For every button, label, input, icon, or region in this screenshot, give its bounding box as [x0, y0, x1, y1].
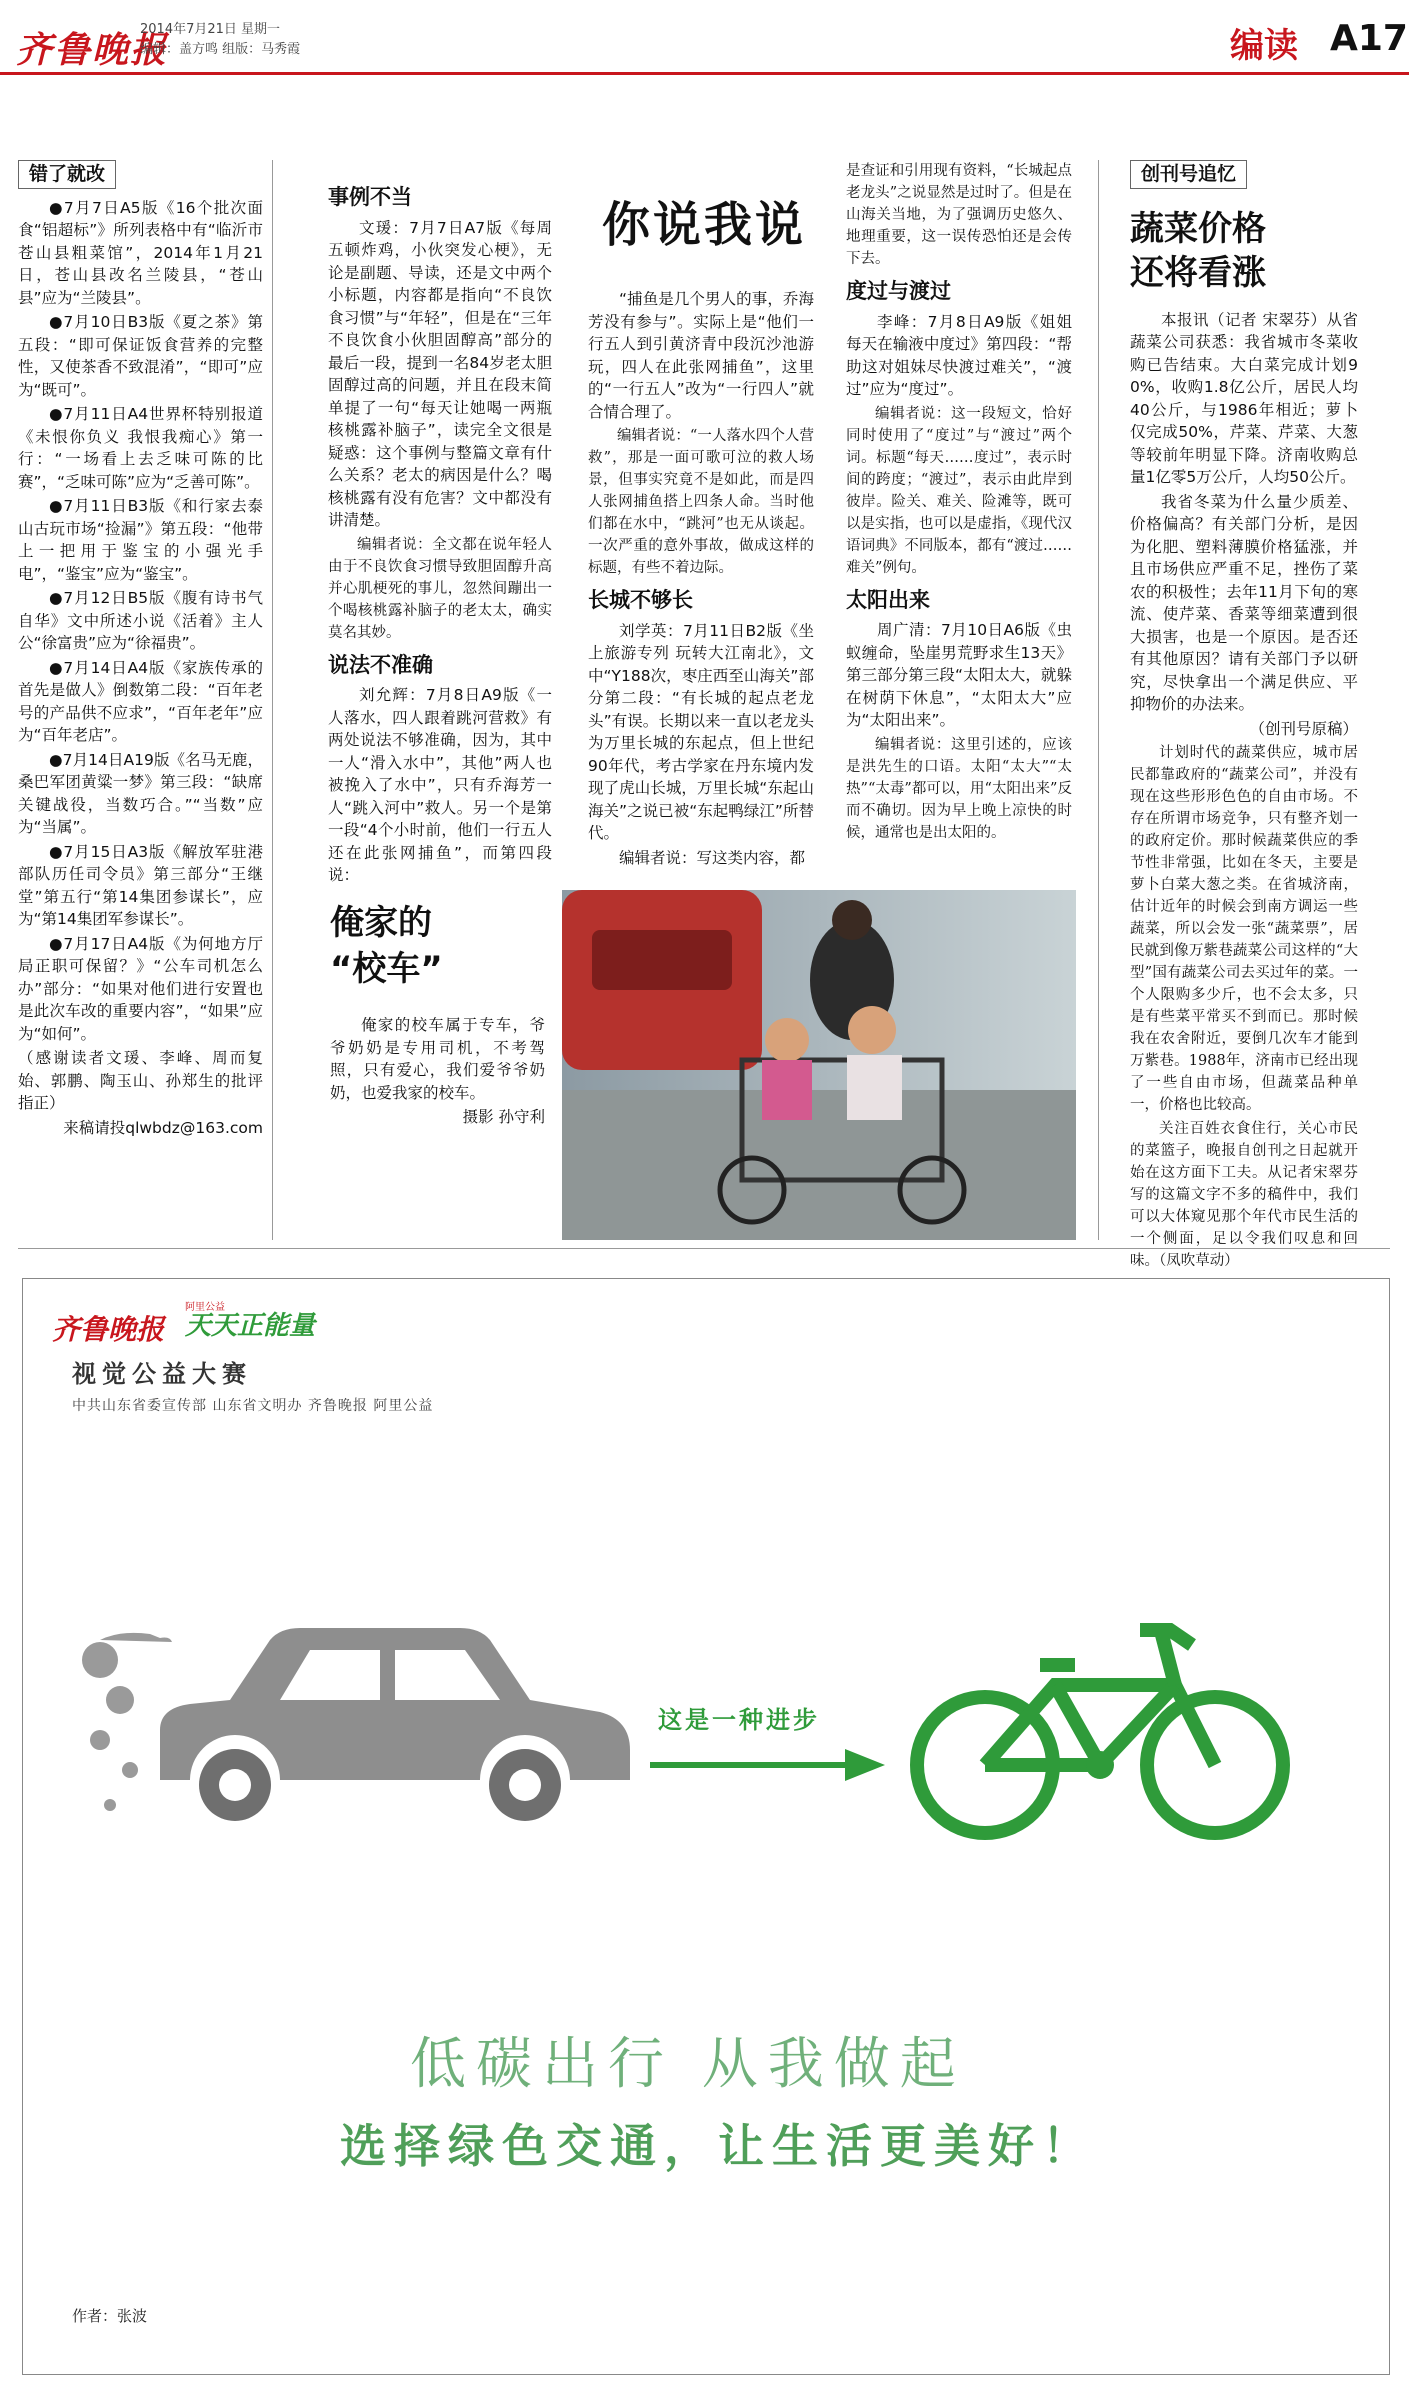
errata-item: ●7月11日A4世界杯特别报道《未恨你负义 我恨我痴心》第一行：“一场看上去乏味可陈的比赛”，“乏味可陈”应为“乏善可陈”。 — [18, 405, 263, 491]
date-line: 2014年7月21日 星期一 — [140, 22, 281, 37]
errata-column — [18, 160, 263, 1141]
errata-item: ●7月12日B5版《腹有诗书气自华》文中所述小说《活着》主人公“徐富贵”应为“徐福贵”。 — [18, 589, 263, 652]
ad-slogan-main: 低碳出行 从我做起 — [410, 2032, 966, 2097]
ad-arrow-text: 这是一种进步 — [658, 1706, 820, 1734]
section-divider — [18, 1248, 1390, 1249]
column-four — [846, 160, 1072, 846]
vegetable-title-line2: 还将看涨 — [1130, 252, 1266, 293]
vegetable-body1: 本报讯（记者 宋翠芬）从省蔬菜公司获悉：我省城市冬菜收购已告结束。大白菜完成计划90%，收购1.8亿公斤，居民人均40公斤，与1986年相近；萝卜仅完成50%，芹菜、芹菜、大葱等较前年明显下降。济南收购总量1亿零5万公斤，人均50公斤。 — [1130, 310, 1358, 486]
errata-heading: 错了就改 — [18, 160, 116, 189]
errata-thanks: （感谢读者文瑗、李峰、周而复始、郭鹏、陶玉山、孙郑生的批评指正） — [18, 1049, 263, 1112]
case3-note-cont: 是查证和引用现有资料，“长城起点老龙头”之说显然是过时了。但是在山海关当地，为了强调历史悠久、地理重要，这一误传恐怕还是会传下去。 — [846, 163, 1072, 267]
ad-author: 作者：张波 — [72, 2307, 148, 2325]
errata-list — [18, 197, 263, 1046]
ad-campaign-small: 阿里公益 — [185, 1302, 225, 1313]
case4-body: 李峰：7月8日A9版《姐姐每天在输液中度过》第四段：“帮助这对姐妹尽快渡过难关”，“渡过”应为“度过”。 — [846, 312, 1072, 398]
case5-body: 周广清：7月10日A6版《虫蚁缠命，坠崖男荒野求生13天》第三部分第三段“太阳太大，就躲在树荫下休息”，“太阳太大”应为“太阳出来”。 — [846, 621, 1072, 729]
case2-heading: 说法不准确 — [328, 652, 433, 677]
photo-title-line1: 俺家的 — [330, 903, 432, 943]
case3-note-start: 编辑者说：写这类内容，都 — [619, 848, 806, 867]
photo-title-line2: “校车” — [330, 949, 443, 989]
errata-contact: 来稿请投qlwbdz@163.com — [63, 1118, 263, 1137]
ad-subtitle: 视觉公益大赛 — [72, 1360, 252, 1388]
school-bus-photo — [562, 890, 1076, 1240]
case4-note: 编辑者说：这一段短文，恰好同时使用了“度过”与“渡过”两个词。标题“每天……度过”，表示时间的跨度；“渡过”，表示由此岸到彼岸。险关、难关、险滩等，既可以是实指，也可以是虚指，《现代汉语词典》不同版本，都有“渡过……难关”例句。 — [846, 405, 1072, 576]
vegetable-title — [1130, 207, 1358, 295]
photo-title — [330, 900, 545, 992]
photo-caption: 俺家的校车属于专车，爷爷奶奶是专用司机，不考驾照，只有爱心，我们爱爷爷奶奶，也爱我家的校车。 — [330, 1016, 545, 1102]
errata-item: ●7月10日B3版《夏之茶》第五段：“即可保证饭食营养的完整性，又使茶香不致混淆”，“即可”应为“既可”。 — [18, 313, 263, 399]
photo-credit: 摄影 孙守利 — [462, 1108, 545, 1126]
vegetable-body2: 我省冬菜为什么量少质差、价格偏高？有关部门分析，是因为化肥、塑料薄膜价格猛涨，并且市场供应严重不足，挫伤了菜农的积极性；去年11月下旬的寒流、使芹菜、香菜等细菜遭到很大损害，也是一个原因。是否还有其他原因？请有关部门予以研究，尽快拿出一个满足供应、平抑物价的办法来。 — [1130, 492, 1358, 713]
errata-item: ●7月14日A4版《家族传承的首先是做人》倒数第二段：“百年老号的产品供不应求”，“百年老年”应为“百年老店”。 — [18, 658, 263, 744]
car-icon — [60, 1620, 640, 1830]
errata-item: ●7月14日A19版《名马无鹿，桑巴军团黄粱一梦》第三段：“缺席关键战役，当数巧合。”“当数”应为“当属”。 — [18, 750, 263, 836]
errata-item: ●7月7日A5版《16个批次面食“铝超标”》所列表格中有“临沂市苍山县粗菜馆”，2014年1月21日，苍山县改名兰陵县，“苍山县”应为“兰陵县”。 — [18, 198, 263, 307]
bicycle-icon — [900, 1590, 1300, 1850]
center-note: 编辑者说：“一人落水四个人营救”，那是一面可歌可泣的救人场景，但事实究竟不是如此，而是四人张网捕鱼搭上四条人命。当时他们都在水中，“跳河”也无从谈起。一次严重的意外事故，做成这样的标题，有些不着边际。 — [588, 428, 814, 576]
case5-note: 编辑者说：这里引述的，应该是洪先生的口语。太阳“太大”“太热”“太毒”都可以，用“太阳出来”反而不确切。因为早上晚上凉快的时候，通常也是出太阳的。 — [846, 736, 1072, 841]
case3-body: 刘学英：7月11日B2版《坐上旅游专列 玩转大江南北》，文中“Y188次，枣庄西至山海关”部分第二段：“有长城的起点老龙头”有误。长期以来一直以老龙头为万里长城的东起点，但上世纪90年代，考古学家在丹东境内发现了虎山长城，万里长城“东起山海关”之说已被“东起鸭绿江”所替代。 — [588, 621, 814, 842]
case2-body: 刘允辉：7月8日A9版《一人落水，四人跟着跳河营救》有两处说法不够准确，因为，其中一人“滑入水中”，其他”两人也被挽入了水中”，只有乔海芳一人“跳入河中”救人。另一个是第一段“4个小时前，他们一行五人还在此张网捕鱼”，而第四段说： — [328, 686, 552, 884]
center-title: 你说我说 — [602, 197, 807, 253]
case1-heading: 事例不当 — [328, 185, 412, 209]
vegetable-title-line1: 蔬菜价格 — [1130, 208, 1266, 249]
divider — [272, 160, 273, 1240]
section-name: 编读 — [1230, 26, 1298, 66]
case4-heading: 度过与渡过 — [846, 279, 951, 303]
column-two — [328, 176, 552, 889]
masthead-rule — [0, 72, 1409, 75]
arrow-right-icon — [650, 1745, 890, 1785]
masthead-meta — [140, 20, 300, 60]
ad-organizers: 中共山东省委宣传部 山东省文明办 齐鲁晚报 阿里公益 — [72, 1398, 434, 1414]
column-three — [588, 288, 814, 871]
vegetable-comment2: 关注百姓衣食住行，关心市民的菜篮子，晚报自创刊之日起就开始在这方面下工夫。从记者宋翠芬写的这篇文字不多的稿件中，我们可以大体窥见那个年代市民生活的一个侧面，足以令我们叹息和回味。（凤吹草动） — [1130, 1121, 1358, 1269]
case1-note: 编辑者说：全文都在说年轻人由于不良饮食习惯导致胆固醇升高并心肌梗死的事儿，忽然间蹦出一个喝核桃露补脑子的老太太，确实莫名其妙。 — [328, 536, 552, 641]
case5-heading: 太阳出来 — [846, 587, 930, 612]
case1-body: 文瑗：7月7日A7版《每周五顿炸鸡，小伙突发心梗》，无论是副题、导读，还是文中两个小标题，内容都是指向“不良饮食习惯”与“年轻”，但是在“三年不良饮食小伙胆固醇高”部分的最后一段，提到一名84岁老太胆固醇过高的问题，并且在段末简单提了一句“每天让她喝一两瓶核桃露补脑子”，读完全文很是疑惑：这个事例与整篇文章有什么关系？老太的病因是什么？喝核桃露有没有危害？文中都没有讲清楚。 — [328, 218, 552, 529]
errata-item: ●7月15日A3版《解放军驻港部队历任司令员》第三部分“王继堂”第五行“第14集团参谋长”，应为“第14集团军参谋长”。 — [18, 842, 263, 928]
vegetable-column — [1130, 160, 1358, 1274]
paper-logo: 齐鲁晚报 — [16, 29, 169, 71]
page-number: A17 — [1330, 18, 1408, 59]
center-cont: “捕鱼是几个男人的事，乔海芳没有参与”。实际上是“他们一行五人到引黄济青中段沉沙池游玩，四人在此张网捕鱼”，这里的“一行五人”改为“一行四人”就合情合理了。 — [588, 290, 814, 421]
editors-line: 编辑：盖方鸣 组版：马秀霞 — [140, 42, 301, 57]
divider — [1098, 160, 1099, 1240]
errata-item: ●7月11日B3版《和行家去泰山古玩市场“捡漏”》第五段：“他带上一把用于鉴宝的小强光手电”，“鉴宝”应为“鉴宝”。 — [18, 497, 263, 583]
case3-heading: 长城不够长 — [588, 588, 693, 612]
tricycle-photo-illustration — [562, 890, 1076, 1240]
ad-campaign: 天天正能量 — [185, 1311, 316, 1341]
errata-item: ●7月17日A4版《为何地方厅局正职可保留？》“公车司机怎么办”部分：“如果对他们进行安置也是此次车改的重要内容”，“如果”应为“如何”。 — [18, 934, 263, 1043]
ad-brand: 齐鲁晚报 — [52, 1313, 165, 1346]
vegetable-source: （创刊号原稿） — [1249, 719, 1358, 738]
ad-slogan-sub: 选择绿色交通，让生活更美好！ — [340, 2119, 1096, 2173]
vegetable-heading: 创刊号追忆 — [1130, 160, 1247, 189]
vegetable-comment: 计划时代的蔬菜供应，城市居民都靠政府的“蔬菜公司”，并没有现在这些形形色色的自由市场。不存在所谓市场竞争，只有整齐划一的政府定价。那时候蔬菜供应的季节性非常强，比如在冬天，主要是萝卜白菜大葱之类。在省城济南，估计近年的时候会到南方调运一些蔬菜，所以会发一张“蔬菜票”，居民就到像万紫巷蔬菜公司这样的“大型”国有蔬菜公司去买过年的菜。一个人限购多少斤，也不会太多，只是有些菜平常买不到而已。那时候我在农舍附近，要倒几次车才能到万紫巷。1988年，济南市已经出现了一些自由市场，但蔬菜品种单一，价格也比较高。 — [1130, 745, 1358, 1113]
photo-story — [330, 900, 545, 1131]
